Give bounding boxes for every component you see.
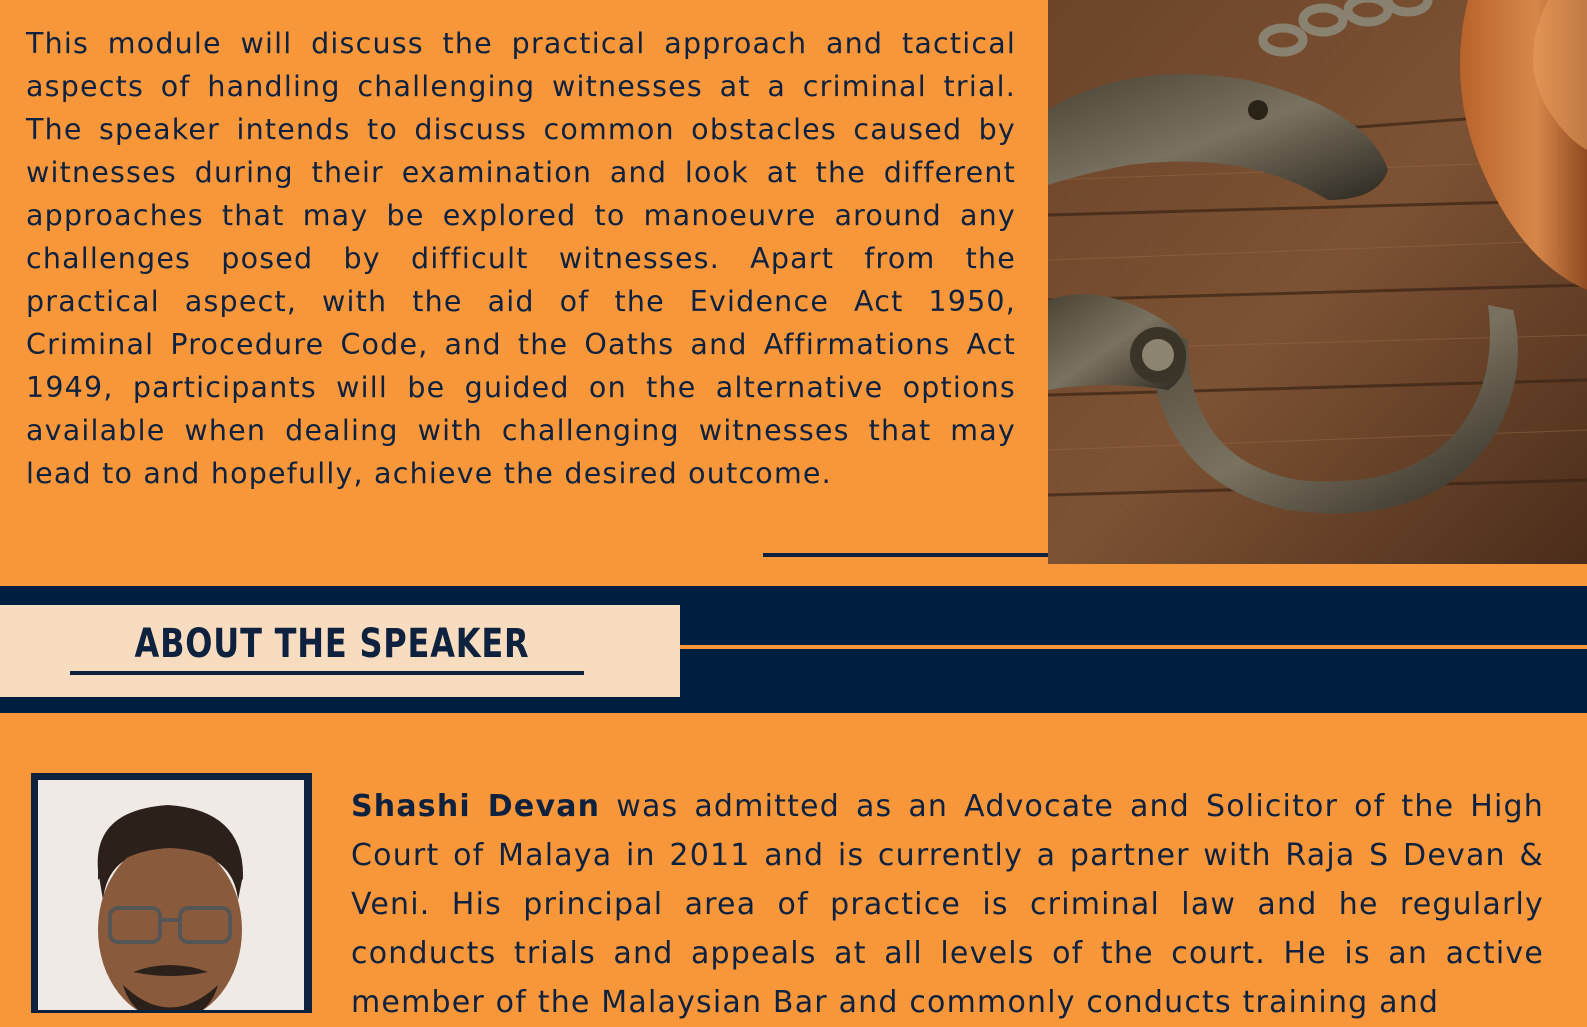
- handcuffs-gavel-photo: [1048, 0, 1587, 564]
- speaker-section-heading: ABOUT THE SPEAKER: [134, 621, 530, 667]
- module-description: This module will discuss the practical approach and tactical aspects of handling challenging witnesses at a criminal trial. The speaker intends to discuss common obstacles caused by witnesses during their examination and look at the different approaches that may be explored to manoeuvre around any challenges posed by difficult witnesses. Apart from the practical aspect, with the aid of the Evidence Act 1950, Criminal Procedure Code, and the Oaths and Affirmations Act 1949, participants will be guided on the alternative options available when dealing with challenging witnesses that may lead to and hopefully, achieve the desired outcome.: [26, 27, 1016, 490]
- orange-strip: [0, 564, 1272, 586]
- heading-underline: [70, 671, 584, 675]
- decorative-divider: [763, 553, 1048, 557]
- band-accent-line: [680, 645, 1587, 649]
- speaker-portrait: [38, 780, 304, 1010]
- speaker-bio-text: was admitted as an Advocate and Solicitor of the High Court of Malaya in 2011 and is currently a partner with Raja S Devan & Veni. His principal area of practice is criminal law and he regularly conducts trials and appeals at all levels of the court. He is an active member of the Malaysian Bar and commonly conducts training and: [351, 789, 1544, 1020]
- speaker-bio: [351, 782, 1544, 1027]
- speaker-name: Shashi Devan: [351, 789, 601, 824]
